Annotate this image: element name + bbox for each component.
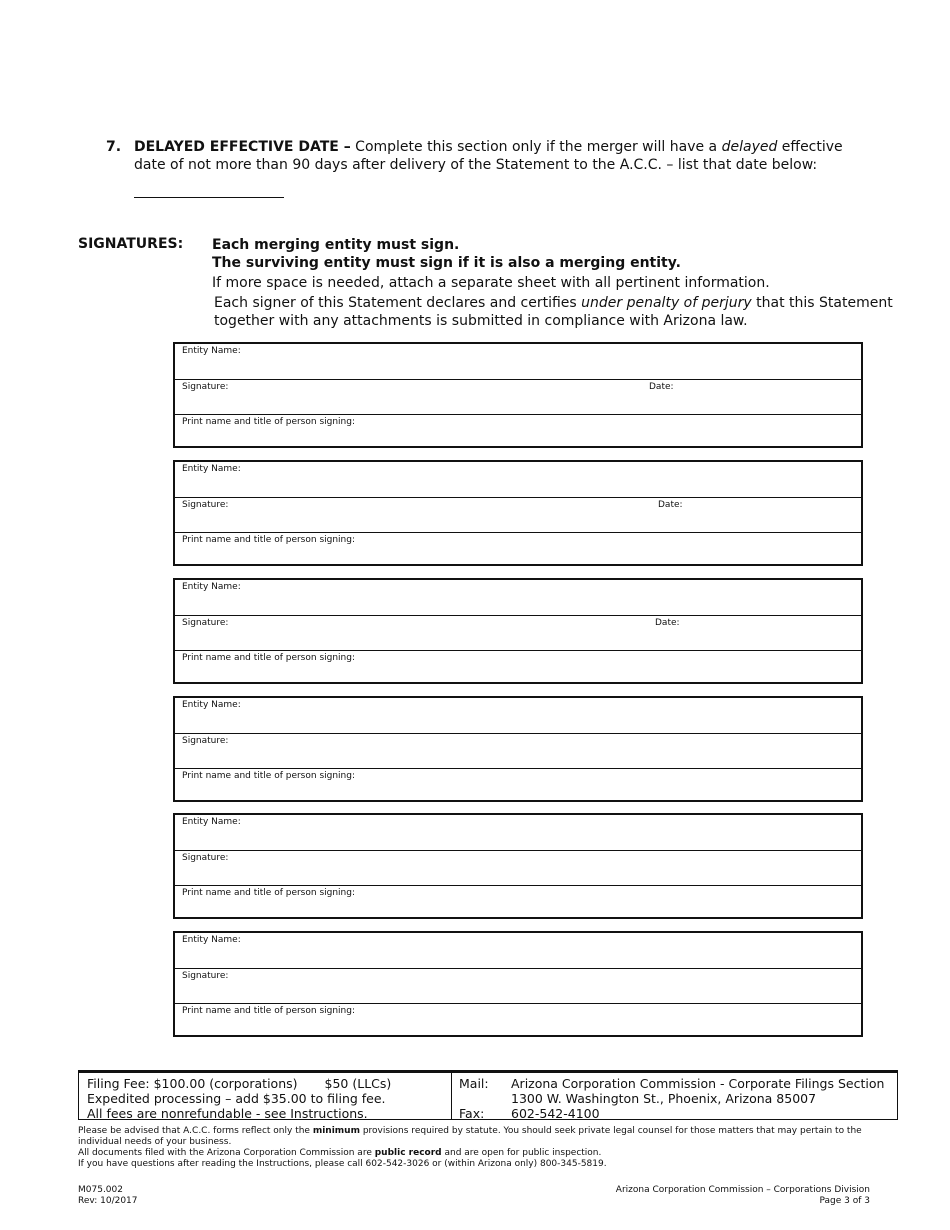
section-7-text-b: effective date of not more than 90 days after delivery of the Statement to the A.C.C. – list that date below: — [134, 139, 843, 173]
print-name-field[interactable] — [175, 1003, 861, 1038]
entity-name-field[interactable] — [175, 344, 861, 379]
signature-field[interactable] — [175, 850, 861, 885]
signature-label: Signature: — [182, 500, 229, 510]
print-name-label: Print name and title of person signing: — [182, 653, 355, 663]
fee-table — [78, 1070, 898, 1120]
signature-label: Signature: — [182, 971, 229, 981]
signature-block — [173, 578, 863, 684]
date-label: Date: — [649, 382, 674, 392]
note-2-bold: public record — [374, 1148, 442, 1158]
date-label: Date: — [658, 500, 683, 510]
signatures-instruction-3: If more space is needed, attach a separate sheet with all pertinent information. — [212, 275, 770, 291]
filing-fee-line — [87, 1076, 451, 1091]
entity-name-label: Entity Name: — [182, 700, 241, 710]
entity-name-label: Entity Name: — [182, 464, 241, 474]
signature-block — [173, 813, 863, 919]
entity-name-field[interactable] — [175, 580, 861, 615]
entity-name-field[interactable] — [175, 698, 861, 733]
entity-name-label: Entity Name: — [182, 817, 241, 827]
note-1a: Please be advised that A.C.C. forms reflect only the — [78, 1126, 313, 1136]
signature-label: Signature: — [182, 382, 229, 392]
entity-name-label: Entity Name: — [182, 346, 241, 356]
form-number: M075.002 — [78, 1185, 123, 1195]
fax-label: Fax: — [459, 1106, 485, 1121]
date-label: Date: — [655, 618, 680, 628]
print-name-label: Print name and title of person signing: — [182, 417, 355, 427]
print-name-label: Print name and title of person signing: — [182, 535, 355, 545]
signature-field[interactable] — [175, 379, 861, 414]
llc-fee: $50 (LLCs) — [324, 1076, 392, 1091]
section-7-heading: DELAYED EFFECTIVE DATE – — [134, 139, 351, 155]
signature-field[interactable] — [175, 497, 861, 532]
signature-block — [173, 931, 863, 1037]
signature-block — [173, 696, 863, 802]
legal-notes — [78, 1126, 898, 1170]
footer-agency — [560, 1185, 870, 1207]
print-name-label: Print name and title of person signing: — [182, 771, 355, 781]
section-number: 7. — [106, 139, 122, 155]
fax-number: 602-542-4100 — [511, 1106, 600, 1121]
mail-label: Mail: — [459, 1076, 489, 1091]
note-public-record — [78, 1148, 898, 1159]
note-minimum — [78, 1126, 898, 1148]
fee-info — [79, 1073, 452, 1119]
signatures-instruction-1: Each merging entity must sign. — [212, 237, 460, 253]
delayed-date-field[interactable] — [134, 197, 284, 198]
note-2a: All documents filed with the Arizona Corporation Commission are — [78, 1148, 375, 1158]
signature-label: Signature: — [182, 618, 229, 628]
entity-name-label: Entity Name: — [182, 935, 241, 945]
signature-field[interactable] — [175, 733, 861, 768]
print-name-field[interactable] — [175, 885, 861, 920]
print-name-label: Print name and title of person signing: — [182, 888, 355, 898]
entity-name-field[interactable] — [175, 462, 861, 497]
division-name: Arizona Corporation Commission – Corporations Division — [615, 1185, 870, 1195]
print-name-field[interactable] — [175, 532, 861, 567]
form-revision: Rev: 10/2017 — [78, 1196, 138, 1206]
signature-block — [173, 342, 863, 448]
perjury-text-a: Each signer of this Statement declares and certifies — [214, 295, 582, 311]
note-1b: provisions required by statute. You should seek private legal counsel for those matters that may pertain to the individual needs of your business. — [78, 1126, 862, 1147]
print-name-field[interactable] — [175, 650, 861, 685]
expedited-line: Expedited processing – add $35.00 to filing fee. — [87, 1091, 386, 1106]
signature-label: Signature: — [182, 736, 229, 746]
mail-address-line2: 1300 W. Washington St., Phoenix, Arizona 85007 — [511, 1091, 817, 1106]
nonrefundable-line: All fees are nonrefundable - see Instructions. — [87, 1106, 368, 1121]
page-number: Page 3 of 3 — [819, 1196, 870, 1206]
section-7-italic: delayed — [721, 139, 778, 155]
signature-field[interactable] — [175, 615, 861, 650]
print-name-field[interactable] — [175, 768, 861, 803]
form-identifier — [78, 1185, 138, 1207]
signature-label: Signature: — [182, 853, 229, 863]
entity-name-label: Entity Name: — [182, 582, 241, 592]
filing-fee: Filing Fee: $100.00 (corporations) — [87, 1076, 298, 1091]
signatures-instruction-2: The surviving entity must sign if it is also a merging entity. — [212, 255, 681, 271]
perjury-declaration — [214, 294, 914, 330]
entity-name-field[interactable] — [175, 933, 861, 968]
print-name-field[interactable] — [175, 414, 861, 449]
mail-address-line1: Arizona Corporation Commission - Corporate Filings Section — [511, 1076, 885, 1091]
mail-fax-info — [453, 1073, 897, 1122]
perjury-text-b: that this Statement together with any attachments is submitted in compliance with Arizona law. — [214, 295, 893, 329]
note-2b: and are open for public inspection. — [441, 1148, 602, 1158]
section-7-text — [134, 138, 864, 174]
entity-name-field[interactable] — [175, 815, 861, 850]
signatures-label: SIGNATURES: — [78, 236, 184, 252]
signature-block — [173, 460, 863, 566]
print-name-label: Print name and title of person signing: — [182, 1006, 355, 1016]
section-7-text-a: Complete this section only if the merger will have a — [350, 139, 722, 155]
note-questions: If you have questions after reading the Instructions, please call 602-542-3026 or (within Arizona only) 800-345-5819. — [78, 1159, 607, 1169]
signature-field[interactable] — [175, 968, 861, 1003]
perjury-italic: under penalty of perjury — [581, 295, 752, 311]
note-1-bold: minimum — [312, 1126, 360, 1136]
